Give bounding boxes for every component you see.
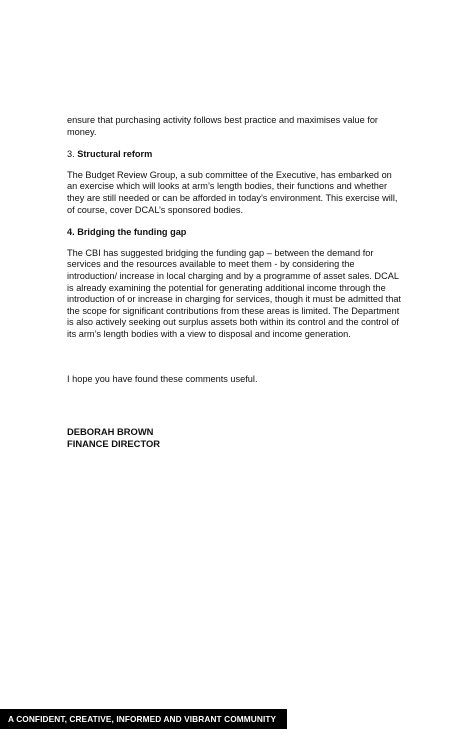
footer-slogan: A CONFIDENT, CREATIVE, INFORMED AND VIBRANT COMMUNITY [8,714,277,724]
section-3-number: 3. [67,149,75,160]
section-4-heading: 4. Bridging the funding gap [67,227,187,238]
signatory-title: FINANCE DIRECTOR [67,437,161,449]
closing-line: I hope you have found these comments useful. [67,374,258,384]
intro-continuation-paragraph: ensure that purchasing activity follows best practice and maximises value for money. [67,115,378,137]
signatory-name: DEBORAH BROWN [67,426,154,437]
section-3-paragraph: The Budget Review Group, a sub committee of the Executive, has embarked on an exercise which will looks at arm’s length bodies, their functions and whether they are still needed or can be afforded in today’s environment. This exercise will, of course, cover DCAL’s sponsored bodies. [67,169,398,215]
signature-block [67,426,160,449]
letter-body [67,115,402,352]
section-4-paragraph: The CBI has suggested bridging the funding gap – between the demand for services and the resources available to meet them - by considering the introduction/ increase in local charging and by a programme of asset sales. DCAL is already examining the potential for generating additional income through the introduction of or increase in charging for services, though it must be admitted that the scope for significant contributions from these areas is limited. The Department is also actively seeking out surplus assets both within its control and the control of its arm’s length bodies with a view to disposal and income generation. [67,247,401,339]
section-3-heading [67,149,402,161]
section-3-title: Structural reform [77,149,153,160]
footer-slogan-band [0,709,287,729]
